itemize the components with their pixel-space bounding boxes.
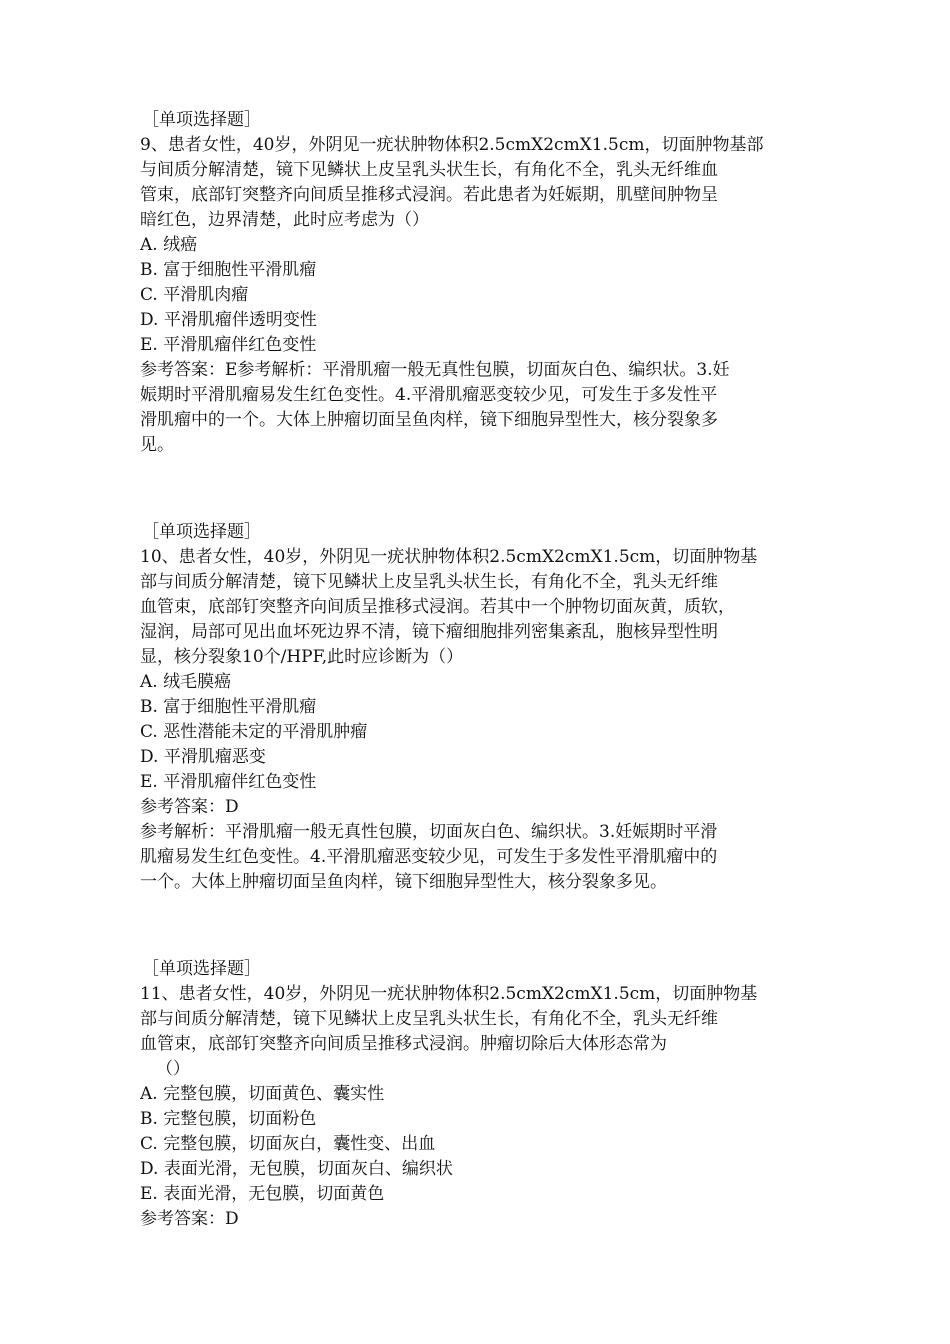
question-stem-line: 显，核分裂象10个/HPF,此时应诊断为（） <box>140 647 464 667</box>
question-stem-tail: （） <box>156 1059 190 1079</box>
answer-line: 娠期时平滑肌瘤易发生红色变性。4.平滑肌瘤恶变较少见，可发生于多发性平 <box>140 385 718 405</box>
question-10 <box>140 520 820 895</box>
option-b: B. 富于细胞性平滑肌瘤 <box>140 697 317 717</box>
question-stem-line: 暗红色，边界清楚，此时应考虑为（） <box>140 210 429 230</box>
option-c: C. 恶性潜能未定的平滑肌肿瘤 <box>140 722 368 742</box>
answer-line: 参考答案：D <box>140 797 239 817</box>
option-e: E. 平滑肌瘤伴红色变性 <box>140 335 317 355</box>
answer-line: 见。 <box>140 435 174 455</box>
question-type-label: ［单项选择题］ <box>142 110 261 130</box>
option-b: B. 完整包膜，切面粉色 <box>140 1109 317 1129</box>
answer-line: 参考答案：E参考解析：平滑肌瘤一般无真性包膜，切面灰白色、编织状。3.妊 <box>140 360 730 380</box>
option-a: A. 绒癌 <box>140 235 198 255</box>
question-type-label: ［单项选择题］ <box>142 522 261 542</box>
answer-line: 参考答案：D <box>140 1209 239 1229</box>
answer-line: 肌瘤易发生红色变性。4.平滑肌瘤恶变较少见，可发生于多发性平滑肌瘤中的 <box>140 847 718 867</box>
document-page <box>140 108 820 1232</box>
option-c: C. 完整包膜，切面灰白，囊性变、出血 <box>140 1134 436 1154</box>
question-11 <box>140 957 820 1232</box>
question-stem-line: 管束，底部钉突整齐向间质呈推移式浸润。若此患者为妊娠期，肌壁间肿物呈 <box>140 185 718 205</box>
question-stem-line: 部与间质分解清楚，镜下见鳞状上皮呈乳头状生长，有角化不全，乳头无纤维 <box>140 572 718 592</box>
question-stem-line: 血管束，底部钉突整齐向间质呈推移式浸润。肿瘤切除后大体形态常为 <box>140 1034 667 1054</box>
option-d: D. 平滑肌瘤伴透明变性 <box>140 310 317 330</box>
option-a: A. 绒毛膜癌 <box>140 672 232 692</box>
question-stem-line: 9、患者女性，40岁，外阴见一疣状肿物体积2.5cmX2cmX1.5cm，切面肿物基部 <box>140 135 764 155</box>
question-stem-line: 10、患者女性，40岁，外阴见一疣状肿物体积2.5cmX2cmX1.5cm，切面肿物基 <box>140 547 758 567</box>
question-9 <box>140 108 820 458</box>
answer-line: 滑肌瘤中的一个。大体上肿瘤切面呈鱼肉样，镜下细胞异型性大，核分裂象多 <box>140 410 718 430</box>
option-c: C. 平滑肌肉瘤 <box>140 285 249 305</box>
option-b: B. 富于细胞性平滑肌瘤 <box>140 260 317 280</box>
option-d: D. 平滑肌瘤恶变 <box>140 747 266 767</box>
question-stem-line: 11、患者女性，40岁，外阴见一疣状肿物体积2.5cmX2cmX1.5cm，切面肿物基 <box>140 984 758 1004</box>
option-a: A. 完整包膜，切面黄色、囊实性 <box>140 1084 385 1104</box>
question-stem-line: 湿润，局部可见出血坏死边界不清，镜下瘤细胞排列密集紊乱，胞核异型性明 <box>140 622 718 642</box>
question-stem-line: 血管束，底部钉突整齐向间质呈推移式浸润。若其中一个肿物切面灰黄，质软， <box>140 597 735 617</box>
question-stem-line: 与间质分解清楚，镜下见鳞状上皮呈乳头状生长，有角化不全，乳头无纤维血 <box>140 160 718 180</box>
option-e: E. 平滑肌瘤伴红色变性 <box>140 772 317 792</box>
question-stem-line: 部与间质分解清楚，镜下见鳞状上皮呈乳头状生长，有角化不全，乳头无纤维 <box>140 1009 718 1029</box>
option-e: E. 表面光滑，无包膜，切面黄色 <box>140 1184 385 1204</box>
answer-line: 参考解析：平滑肌瘤一般无真性包膜，切面灰白色、编织状。3.妊娠期时平滑 <box>140 822 718 842</box>
question-type-label: ［单项选择题］ <box>142 959 261 979</box>
option-d: D. 表面光滑，无包膜，切面灰白、编织状 <box>140 1159 453 1179</box>
answer-line: 一个。大体上肿瘤切面呈鱼肉样，镜下细胞异型性大，核分裂象多见。 <box>140 872 667 892</box>
